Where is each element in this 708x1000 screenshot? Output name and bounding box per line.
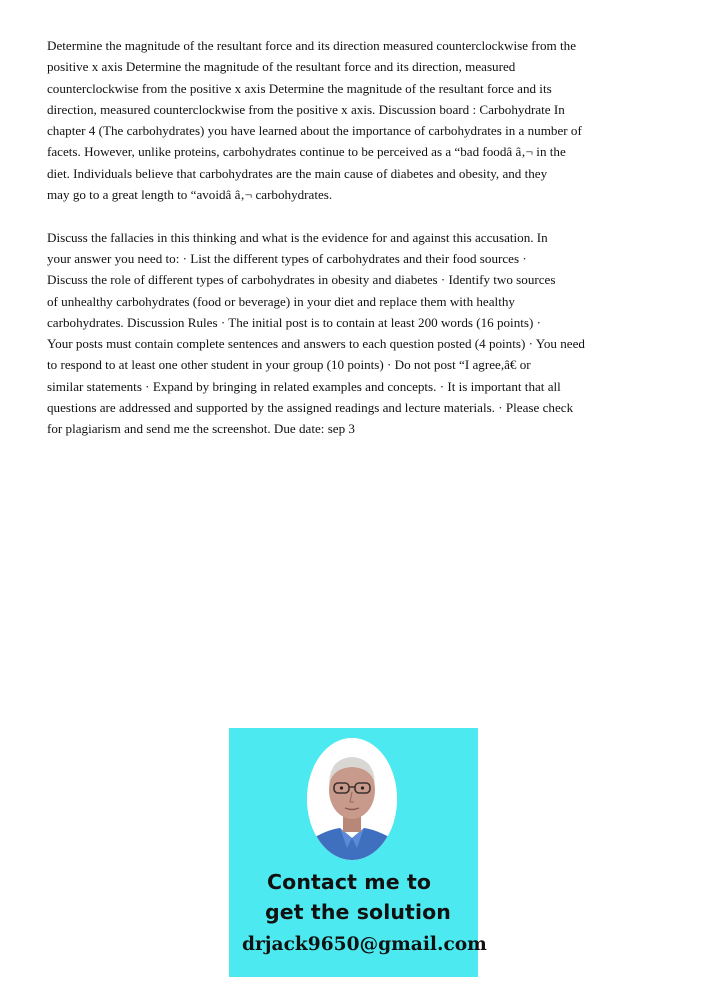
text-line: Your posts must contain complete sentences and answers to each question posted (4 points) · You need <box>47 336 585 352</box>
text-line: diet. Individuals believe that carbohydrates are the main cause of diabetes and obesity, and they <box>47 165 548 181</box>
paragraph-gap <box>47 205 647 226</box>
person-portrait-icon <box>307 738 397 860</box>
text-line: positive x axis Determine the magnitude of the resultant force and its direction, measured <box>47 59 516 75</box>
text-line: for plagiarism and send me the screenshot. Due date: sep 3 <box>47 421 355 437</box>
text-line: questions are addressed and supported by the assigned readings and lecture materials. · Please check <box>47 400 574 416</box>
contact-promo-card <box>229 728 487 977</box>
document-body <box>47 35 647 440</box>
text-line: Discuss the fallacies in this thinking and what is the evidence for and against this accusation. In <box>47 229 548 245</box>
text-line: chapter 4 (The carbohydrates) you have learned about the importance of carbohydrates in a number of <box>47 123 582 139</box>
promo-heading-line2: get the solution <box>265 900 451 924</box>
text-line: may go to a great length to “avoidâ â‚¬ carbohydrates. <box>47 187 333 203</box>
avatar <box>307 738 397 860</box>
text-line: your answer you need to: · List the different types of carbohydrates and their food sources · <box>47 250 527 266</box>
text-line: direction, measured counterclockwise from the positive x axis. Discussion board : Carbohydrate In <box>47 101 565 117</box>
text-line: of unhealthy carbohydrates (food or beverage) in your diet and replace them with healthy <box>47 293 515 309</box>
text-line: to respond to at least one other student in your group (10 points) · Do not post “I agree,â€ or <box>47 357 531 373</box>
text-line: facets. However, unlike proteins, carbohydrates continue to be perceived as a “bad foodâ â‚¬ in the <box>47 144 566 160</box>
text-line: similar statements · Expand by bringing in related examples and concepts. · It is important that all <box>47 378 561 394</box>
text-line: Determine the magnitude of the resultant force and its direction measured counterclockwise from the <box>47 38 577 53</box>
text-line: Discuss the role of different types of carbohydrates in obesity and diabetes · Identify two sources <box>47 272 556 288</box>
contact-email: drjack9650@gmail.com <box>242 934 487 955</box>
promo-heading-line1: Contact me to <box>267 870 432 894</box>
text-line: counterclockwise from the positive x axis Determine the magnitude of the resultant force and its <box>47 80 552 96</box>
text-line: carbohydrates. Discussion Rules · The initial post is to contain at least 200 words (16 points) · <box>47 314 541 330</box>
